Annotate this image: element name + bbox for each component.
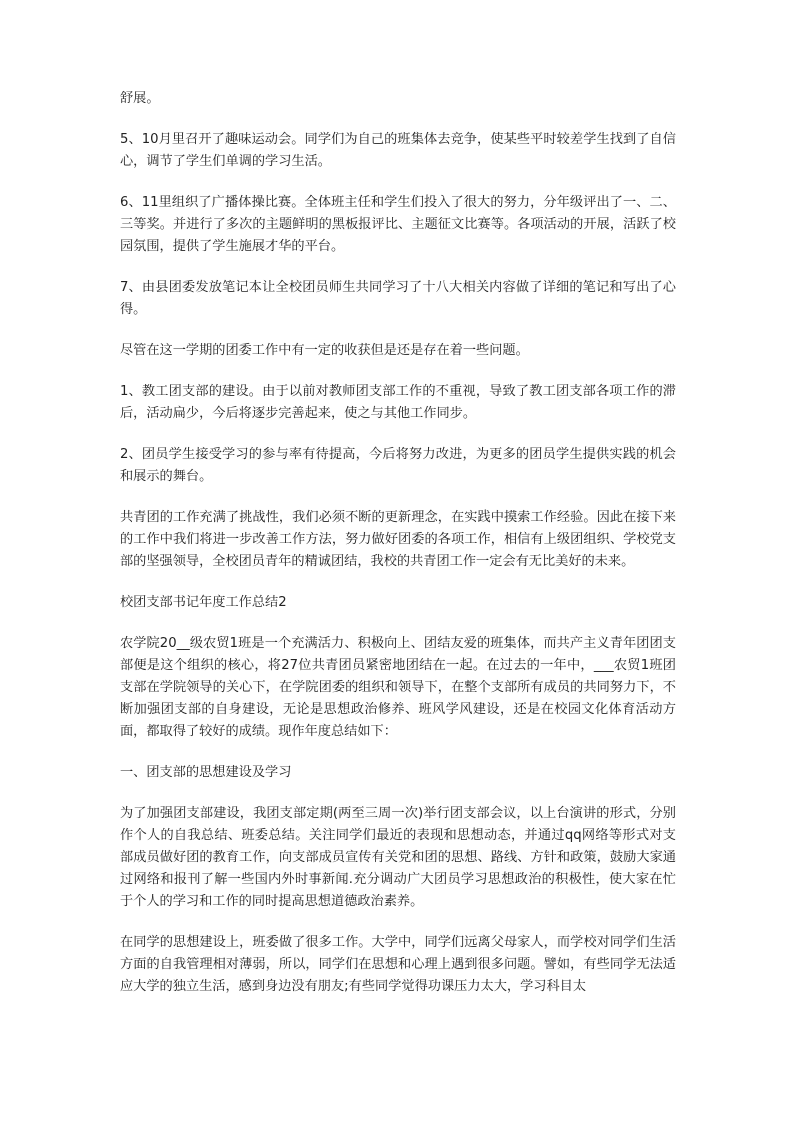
- paragraph-problem-1: 1、教工团支部的建设。由于以前对教师团支部工作的不重视，导致了教工团支部各项工作的滞后，活动扁少，今后将逐步完善起来，使之与其他工作同步。: [120, 384, 676, 421]
- paragraph-problem-2: 2、团员学生接受学习的参与率有待提高，今后将努力改进，为更多的团员学生提供实践的机会和展示的舞台。: [120, 447, 676, 484]
- paragraph-conclusion: 共青团的工作充满了挑战性，我们必须不断的更新理念，在实践中摸索工作经验。因此在接下来的工作中我们将进一步改善工作方法，努力做好团委的各项工作，相信有上级团组织、学校党支部的坚强领导，全校团员青年的精诚团结，我校的共青团工作一定会有无比美好的未来。: [120, 510, 676, 569]
- paragraph-item-5-sports-meet: 5、10月里召开了趣味运动会。同学们为自己的班集体去竞争，使某些平时较差学生找到了自信心，调节了学生们单调的学习生活。: [120, 132, 676, 169]
- subsection-heading: 一、团支部的思想建设及学习: [120, 765, 292, 780]
- paragraph-student-ideology: 在同学的思想建设上，班委做了很多工作。大学中，同学们远离父母家人，而学校对同学们生活方面的自我管理相对薄弱，所以，同学们在思想和心理上遇到很多问题。譬如，有些同学无法适应大学的独立生活，感到身边没有朋友;有些同学觉得功课压力太大，学习科目太: [120, 935, 676, 994]
- paragraph-item-6-exercise-contest: 6、11里组织了广播体操比赛。全体班主任和学生们投入了很大的努力，分年级评出了一、二、三等奖。并进行了多次的主题鲜明的黑板报评比、主题征文比赛等。各项活动的开展，活跃了校园氛围，提供了学生施展才华的平台。: [120, 195, 676, 254]
- paragraph-item-7-notebook-study: 7、由县团委发放笔记本让全校团员师生共同学习了十八大相关内容做了详细的笔记和写出了心得。: [120, 280, 676, 317]
- paragraph-class-intro: 农学院20__级农贸1班是一个充满活力、积极向上、团结友爱的班集体，而共产主义青年团团支部便是这个组织的核心，将27位共青团员紧密地团结在一起。在过去的一年中，___农贸1班团支部在学院领导的关心下，在学院团委的组织和领导下，在整个支部所有成员的共同努力下，不断加强团支部的自身建设，无论是思想政治修养、班风学风建设，还是在校园文化体育活动方面，都取得了较好的成绩。现作年度总结如下：: [120, 636, 676, 739]
- paragraph-ideology-building: 为了加强团支部建设，我团支部定期(两至三周一次)举行团支部会议，以上台演讲的形式，分别作个人的自我总结、班委总结。关注同学们最近的表现和思想动态，并通过qq网络等形式对支部成员做好团的教育工作，向支部成员宣传有关党和团的思想、路线、方针和政策，鼓励大家通过网络和报刊了解一些国内外时事新闻.充分调动广大团员学习思想政治的积极性，使大家在忙于个人的学习和工作的同时提高思想道德政治素养。: [120, 806, 676, 909]
- document-page: [120, 88, 676, 1017]
- section-title: 校团支部书记年度工作总结2: [120, 595, 287, 610]
- paragraph-problems-intro: 尽管在这一学期的团委工作中有一定的收获但是还是存在着一些问题。: [120, 343, 529, 358]
- paragraph-continuation: 舒展。: [120, 91, 160, 106]
